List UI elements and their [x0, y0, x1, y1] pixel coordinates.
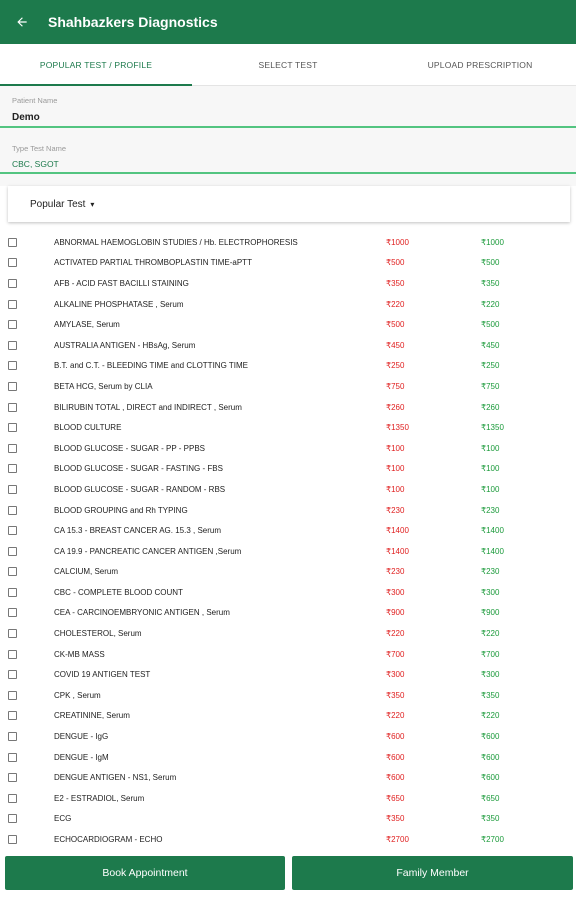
test-checkbox[interactable] — [8, 526, 17, 535]
table-row[interactable] — [0, 335, 576, 356]
patient-form — [0, 86, 576, 186]
test-name-underline — [0, 172, 576, 174]
test-checkbox[interactable] — [8, 341, 17, 350]
test-price: ₹700 — [386, 649, 405, 659]
test-price: ₹100 — [386, 443, 405, 453]
test-offer-price: ₹600 — [481, 773, 500, 783]
table-row[interactable] — [0, 294, 576, 315]
test-checkbox[interactable] — [8, 547, 17, 556]
test-name: CEA - CARCINOEMBRYONIC ANTIGEN , Serum — [54, 608, 230, 618]
chevron-down-icon: ▾ — [90, 199, 95, 209]
test-price: ₹1400 — [386, 526, 409, 536]
test-offer-price: ₹650 — [481, 793, 500, 803]
table-row[interactable] — [0, 417, 576, 438]
table-row[interactable] — [0, 562, 576, 583]
test-price: ₹250 — [386, 361, 405, 371]
test-name: B.T. and C.T. - BLEEDING TIME and CLOTTING TIME — [54, 361, 248, 371]
test-offer-price: ₹100 — [481, 484, 500, 494]
test-price: ₹450 — [386, 340, 405, 350]
test-checkbox[interactable] — [8, 320, 17, 329]
back-button[interactable] — [0, 0, 44, 44]
tab-popular-test[interactable]: POPULAR TEST / PROFILE — [0, 44, 192, 85]
test-price: ₹350 — [386, 278, 405, 288]
family-member-button[interactable]: Family Member — [292, 856, 573, 890]
tab-select-test[interactable]: SELECT TEST — [258, 59, 318, 70]
test-offer-price: ₹500 — [481, 320, 500, 330]
test-price: ₹600 — [386, 773, 405, 783]
test-name: CREATININE, Serum — [54, 711, 130, 721]
patient-name-field[interactable] — [12, 96, 576, 128]
test-price: ₹2700 — [386, 835, 409, 845]
arrow-left-icon — [15, 15, 29, 29]
test-name: BILIRUBIN TOTAL , DIRECT and INDIRECT , Serum — [54, 402, 242, 412]
test-price: ₹220 — [386, 299, 405, 309]
page-title: Shahbazkers Diagnostics — [48, 14, 218, 30]
test-checkbox[interactable] — [8, 670, 17, 679]
test-offer-price: ₹100 — [481, 443, 500, 453]
test-name: DENGUE - IgG — [54, 732, 109, 742]
test-checkbox[interactable] — [8, 835, 17, 844]
test-price: ₹600 — [386, 752, 405, 762]
table-row[interactable] — [0, 541, 576, 562]
table-row[interactable] — [0, 767, 576, 788]
table-row[interactable] — [0, 232, 576, 253]
test-name: BLOOD GLUCOSE - SUGAR - FASTING - FBS — [54, 464, 223, 474]
test-checkbox[interactable] — [8, 794, 17, 803]
test-price: ₹500 — [386, 258, 405, 268]
test-list[interactable] — [0, 232, 576, 846]
test-price: ₹100 — [386, 464, 405, 474]
app-bar — [0, 0, 576, 44]
test-checkbox[interactable] — [8, 711, 17, 720]
test-name: AMYLASE, Serum — [54, 320, 120, 330]
test-name: ACTIVATED PARTIAL THROMBOPLASTIN TIME-aPTT — [54, 258, 252, 268]
test-price: ₹220 — [386, 629, 405, 639]
patient-name-underline — [0, 126, 576, 128]
table-row[interactable] — [0, 500, 576, 521]
table-row[interactable] — [0, 809, 576, 830]
test-checkbox[interactable] — [8, 588, 17, 597]
test-name: BLOOD CULTURE — [54, 423, 122, 433]
test-name: ECHOCARDIOGRAM - ECHO — [54, 835, 163, 845]
test-offer-price: ₹750 — [481, 381, 500, 391]
test-price: ₹350 — [386, 690, 405, 700]
test-checkbox[interactable] — [8, 444, 17, 453]
test-offer-price: ₹100 — [481, 464, 500, 474]
test-name: DENGUE ANTIGEN - NS1, Serum — [54, 773, 177, 783]
table-row[interactable] — [0, 376, 576, 397]
test-name: ABNORMAL HAEMOGLOBIN STUDIES / Hb. ELECTROPHORESIS — [54, 237, 298, 247]
test-price: ₹260 — [386, 402, 405, 412]
test-offer-price: ₹230 — [481, 505, 500, 515]
test-offer-price: ₹600 — [481, 732, 500, 742]
test-price: ₹230 — [386, 567, 405, 577]
test-offer-price: ₹220 — [481, 629, 500, 639]
test-offer-price: ₹600 — [481, 752, 500, 762]
test-offer-price: ₹250 — [481, 361, 500, 371]
test-price: ₹650 — [386, 793, 405, 803]
test-name: ALKALINE PHOSPHATASE , Serum — [54, 299, 184, 309]
test-name: BETA HCG, Serum by CLIA — [54, 381, 153, 391]
table-row[interactable] — [0, 664, 576, 685]
test-name: CALCIUM, Serum — [54, 567, 119, 577]
test-name-label: Type Test Name — [12, 144, 67, 153]
table-row[interactable] — [0, 356, 576, 377]
test-price: ₹350 — [386, 814, 405, 824]
patient-name-input[interactable]: Demo — [12, 112, 40, 123]
test-offer-price: ₹260 — [481, 402, 500, 412]
test-offer-price: ₹350 — [481, 278, 500, 288]
table-row[interactable] — [0, 438, 576, 459]
test-checkbox[interactable] — [8, 485, 17, 494]
test-checkbox[interactable] — [8, 506, 17, 515]
test-price: ₹500 — [386, 320, 405, 330]
test-checkbox[interactable] — [8, 403, 17, 412]
test-checkbox[interactable] — [8, 814, 17, 823]
tab-bar — [0, 44, 576, 86]
patient-name-label: Patient Name — [12, 96, 58, 105]
test-price: ₹300 — [386, 670, 405, 680]
test-offer-price: ₹220 — [481, 711, 500, 721]
table-row[interactable] — [0, 520, 576, 541]
test-offer-price: ₹2700 — [481, 835, 504, 845]
test-offer-price: ₹300 — [481, 670, 500, 680]
test-price: ₹1400 — [386, 546, 409, 556]
test-checkbox[interactable] — [8, 608, 17, 617]
test-offer-price: ₹500 — [481, 258, 500, 268]
test-name: COVID 19 ANTIGEN TEST — [54, 670, 151, 680]
test-offer-price: ₹300 — [481, 587, 500, 597]
test-offer-price: ₹1400 — [481, 526, 504, 536]
test-offer-price: ₹1000 — [481, 237, 504, 247]
table-row[interactable] — [0, 603, 576, 624]
test-checkbox[interactable] — [8, 361, 17, 370]
test-price: ₹220 — [386, 711, 405, 721]
bottom-bar — [0, 846, 576, 900]
test-price: ₹900 — [386, 608, 405, 618]
test-checkbox[interactable] — [8, 691, 17, 700]
tab-upload-prescription[interactable]: UPLOAD PRESCRIPTION — [427, 59, 533, 70]
test-offer-price: ₹900 — [481, 608, 500, 618]
test-name: BLOOD GLUCOSE - SUGAR - RANDOM - RBS — [54, 484, 226, 494]
table-row[interactable] — [0, 582, 576, 603]
test-offer-price: ₹350 — [481, 814, 500, 824]
test-checkbox[interactable] — [8, 279, 17, 288]
table-row[interactable] — [0, 685, 576, 706]
test-checkbox[interactable] — [8, 629, 17, 638]
test-offer-price: ₹700 — [481, 649, 500, 659]
book-appointment-button[interactable]: Book Appointment — [5, 856, 285, 890]
test-price: ₹1350 — [386, 423, 409, 433]
table-row[interactable] — [0, 623, 576, 644]
test-name: ECG — [54, 814, 72, 824]
test-checkbox[interactable] — [8, 238, 17, 247]
test-price: ₹100 — [386, 484, 405, 494]
test-offer-price: ₹1350 — [481, 423, 504, 433]
table-row[interactable] — [0, 273, 576, 294]
table-row[interactable] — [0, 644, 576, 665]
test-checkbox[interactable] — [8, 423, 17, 432]
test-price: ₹230 — [386, 505, 405, 515]
popular-test-dropdown[interactable] — [8, 186, 570, 222]
test-checkbox[interactable] — [8, 753, 17, 762]
table-row[interactable] — [0, 706, 576, 727]
table-row[interactable] — [0, 726, 576, 747]
test-price: ₹750 — [386, 381, 405, 391]
dropdown-label: Popular Test — [30, 198, 86, 210]
table-row[interactable] — [0, 788, 576, 809]
table-row[interactable] — [0, 829, 576, 846]
test-checkbox[interactable] — [8, 382, 17, 391]
table-row[interactable] — [0, 314, 576, 335]
test-offer-price: ₹220 — [481, 299, 500, 309]
test-checkbox[interactable] — [8, 300, 17, 309]
table-row[interactable] — [0, 479, 576, 500]
test-name: E2 - ESTRADIOL, Serum — [54, 793, 145, 803]
test-name-input[interactable]: CBC, SGOT — [12, 159, 59, 169]
test-price: ₹1000 — [386, 237, 409, 247]
test-checkbox[interactable] — [8, 650, 17, 659]
table-row[interactable] — [0, 397, 576, 418]
test-checkbox[interactable] — [8, 258, 17, 267]
test-name: DENGUE - IgM — [54, 752, 109, 762]
test-name: BLOOD GROUPING and Rh TYPING — [54, 505, 188, 515]
test-name: BLOOD GLUCOSE - SUGAR - PP - PPBS — [54, 443, 205, 453]
test-name: CK-MB MASS — [54, 649, 105, 659]
test-name: CA 15.3 - BREAST CANCER AG. 15.3 , Serum — [54, 526, 222, 536]
test-offer-price: ₹350 — [481, 690, 500, 700]
test-offer-price: ₹450 — [481, 340, 500, 350]
test-offer-price: ₹230 — [481, 567, 500, 577]
test-checkbox[interactable] — [8, 773, 17, 782]
test-name-field[interactable] — [12, 144, 576, 174]
test-name: CA 19.9 - PANCREATIC CANCER ANTIGEN ,Serum — [54, 546, 242, 556]
table-row[interactable] — [0, 253, 576, 274]
test-name: CHOLESTEROL, Serum — [54, 629, 142, 639]
test-name: AFB - ACID FAST BACILLI STAINING — [54, 278, 189, 288]
test-checkbox[interactable] — [8, 732, 17, 741]
test-checkbox[interactable] — [8, 567, 17, 576]
test-price: ₹600 — [386, 732, 405, 742]
test-checkbox[interactable] — [8, 464, 17, 473]
test-name: AUSTRALIA ANTIGEN - HBsAg, Serum — [54, 340, 196, 350]
table-row[interactable] — [0, 747, 576, 768]
test-name: CBC - COMPLETE BLOOD COUNT — [54, 587, 183, 597]
table-row[interactable] — [0, 459, 576, 480]
test-price: ₹300 — [386, 587, 405, 597]
test-offer-price: ₹1400 — [481, 546, 504, 556]
test-name: CPK , Serum — [54, 690, 101, 700]
